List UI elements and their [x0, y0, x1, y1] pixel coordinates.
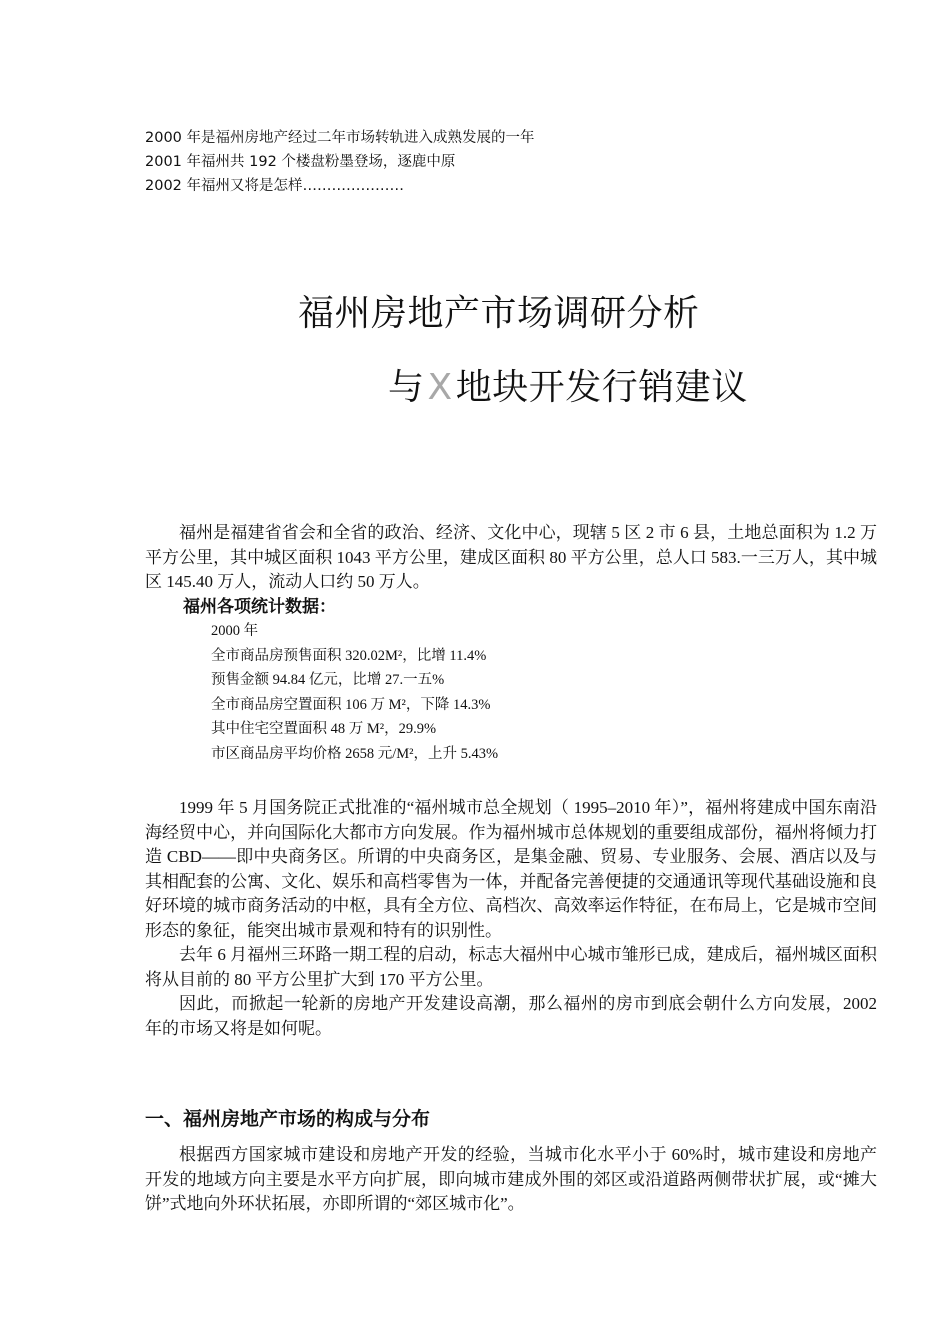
section-1-paragraph: 根据西方国家城市建设和房地产开发的经验，当城市化水平小于 60%时，城市建设和房地产开发的地域方向主要是水平方向扩展，即向城市建成外围的郊区或沿道路两侧带状扩展，或“摊大饼”式地向外环状拓展，亦即所谓的“郊区城市化”。 — [145, 1145, 877, 1213]
overview-section — [145, 521, 877, 766]
overview-paragraph: 福州是福建省省会和全省的政治、经济、文化中心，现辖 5 区 2 市 6 县，土地总面积为 1.2 万平方公里，其中城区面积 1043 平方公里，建成区面积 80 平方公里，总人口 583.一三万人，其中城区 145.40 万人，流动人口约 50 万人。 — [145, 523, 877, 591]
stats-item: 全市商品房空置面积 106 万 M²，下降 14.3% — [211, 696, 491, 713]
stats-list — [145, 619, 877, 766]
stats-heading: 福州各项统计数据： — [183, 596, 336, 616]
title-placeholder-x: X — [427, 367, 453, 408]
planning-paragraph-cbd: 1999 年 5 月国务院正式批准的“福州城市总全规划（ 1995–2010 年）”，福州将建成中国东南沿海经贸中心，并向国际化大都市方向发展。作为福州城市总体规划的重要组成部份，福州将倾力打造 CBD——即中央商务区。所谓的中央商务区，是集金融、贸易、专业服务、会展、酒店以及与其相配套的公寓、文化、娱乐和高档零售为一体，并配备完善便捷的交通通讯等现代基础设施和良好环境的城市商务活动的中枢，具有全方位、高档次、高效率运作特征，在布局上，它是城市空间形态的象征，能突出城市景观和特有的识别性。 — [145, 798, 877, 940]
document-title-line-1: 福州房地产市场调研分析 — [298, 293, 700, 334]
stats-item: 预售金额 94.84 亿元，比增 27.一五% — [211, 672, 445, 688]
title-prefix: 与 — [388, 367, 425, 408]
stats-year: 2000 年 — [211, 623, 259, 639]
stats-item: 其中住宅空置面积 48 万 M²，29.9% — [211, 721, 437, 737]
planning-paragraph-ring-road: 去年 6 月福州三环路一期工程的启动，标志大福州中心城市雏形已成，建成后，福州城区面积将从目前的 80 平方公里扩大到 170 平方公里。 — [145, 945, 877, 989]
section-heading-1: 一、福州房地产市场的构成与分布 — [145, 1108, 431, 1130]
stats-item: 市区商品房平均价格 2658 元/M²，上升 5.43% — [211, 745, 499, 762]
planning-section — [145, 796, 877, 1041]
planning-paragraph-outlook: 因此，而掀起一轮新的房地产开发建设高潮，那么福州的房市到底会朝什么方向发展，2002 年的市场又将是如何呢。 — [145, 994, 877, 1038]
intro-line-3: 2002 年福州又将是怎样………………… — [145, 178, 405, 194]
section-1-body — [145, 1143, 877, 1217]
intro-line-1: 2000 年是福州房地产经过二年市场转轨进入成熟发展的一年 — [145, 130, 535, 146]
stats-item: 全市商品房预售面积 320.02M²，比增 11.4% — [211, 647, 487, 664]
document-title-line-2 — [388, 366, 748, 410]
intro-line-2: 2001 年福州共 192 个楼盘粉墨登场，逐鹿中原 — [145, 154, 456, 170]
intro-block — [145, 126, 535, 198]
title-suffix: 地块开发行销建议 — [455, 367, 748, 408]
